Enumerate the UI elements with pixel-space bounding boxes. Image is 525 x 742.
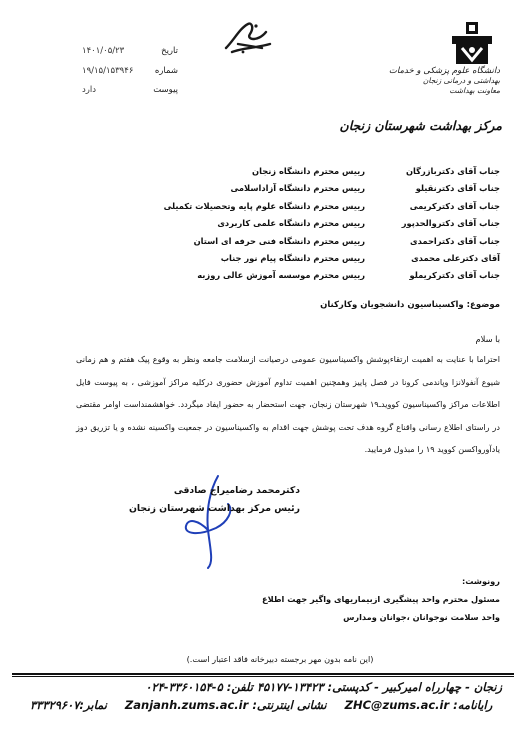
carbon-copy <box>200 572 500 626</box>
number-row <box>82 62 178 82</box>
recipient-name: جناب آقای دکترکریمی <box>409 200 500 211</box>
recipient-name: جناب آقای دکترکریملو <box>409 270 500 281</box>
university-logo-icon <box>450 20 494 68</box>
center-name: مرکز بهداشت شهرستان زنجان <box>339 118 502 133</box>
university-title <box>355 66 500 96</box>
cc-item: مسئول محترم واحد پیشگیری ازبیماریهای واگیر جهت اطلاع <box>262 594 500 604</box>
stamp-validity-note: (این نامه بدون مهر برجسته دبیرخانه فاقد اعتبار است.) <box>186 654 374 664</box>
recipient-title: رییس محترم دانشگاه پیام نور جناب <box>220 253 365 264</box>
footer-website <box>125 698 327 712</box>
signatory-title: رئیس مرکز بهداشت شهرستان زنجان <box>128 503 300 514</box>
footer-divider-thin <box>12 676 514 677</box>
recipient-title: رییس محترم دانشگاه علمی کاربردی <box>217 218 365 229</box>
date-value: ۱۴۰۱/۰۵/۲۳ <box>82 46 125 56</box>
letter-greeting: با سلام <box>475 334 500 344</box>
footer-fax <box>30 698 107 712</box>
website-label: نشانی اینترنتی: <box>252 698 327 712</box>
letter-subject: موضوع: واکسیناسیون دانشجویان وکارکنان <box>320 300 500 310</box>
footer-address: زنجان - چهارراه امیرکبیر - کدپستی: ۱۳۴۲۳-۴۵۱۷۷ تلفن: ۵-۳۳۶۰۱۵۴-۰۲۴ <box>145 680 502 694</box>
fax-label: نمابر: <box>79 698 107 712</box>
recipient-title: رییس محترم دانشگاه علوم پایه وتحصیلات تکمیلی <box>163 200 365 211</box>
signature-block <box>120 482 300 518</box>
footer-divider <box>12 673 514 675</box>
university-name: دانشگاه علوم پزشکی و خدمات <box>388 66 500 76</box>
recipient-name: جناب آقای دکتربازرگان <box>405 166 500 176</box>
university-department: معاونت بهداشت <box>449 86 500 95</box>
recipient-name: جناب آقای دکتراحمدی <box>409 235 500 246</box>
university-subtitle: بهداشتی و درمانی زنجان <box>422 76 500 85</box>
attachment-value: دارد <box>82 85 97 95</box>
recipient-title: رییس محترم دانشگاه آزاداسلامی <box>230 183 365 194</box>
recipient-name: آقای دکترعلی محمدی <box>411 253 500 264</box>
number-value: ۱۹/۱۵/۱۵۳۹۴۶ <box>82 65 134 76</box>
date-row <box>82 42 178 62</box>
recipient-title: رییس محترم دانشگاه فنی حرفه ای استان <box>193 235 365 246</box>
cc-label: رونوشت: <box>461 576 500 586</box>
date-label: تاریخ <box>161 46 178 56</box>
letter-body: احتراما با عنایت به اهمیت ارتقاءپوشش واکسیناسیون عمومی درصیانت ازسلامت جامعه ونظر به وقوع پیک هفتم و هم زمانی شیوع آنفولانزا وپاندمی کرونا در فصل پاییز وهمچنین اهمیت تداوم آموزش حضوری درکلیه مراکز آموزشی ، به پیوست فایل اطلاعات مراکز واکسیناسیون کوویدـ۱۹ شهرستان زنجان، جهت استحضار به حضور ایفاد میگردد. خواهشمنداست اوامر مقتضی در راستای اطلاع رسانی واقناع گروه هدف تحت پوشش جهت اقدام به واکسیناسیون در جمعیت واکسینه نشده و یا تزریق دوز یادآورواکسن کووید ۱۹ را مبذول فرمایید. <box>76 354 500 454</box>
besmeleh-calligraphy <box>218 18 278 56</box>
cc-item: واحد سلامت نوجوانان ،جوانان ومدارس <box>343 612 500 622</box>
attachment-label: پیوست <box>153 85 178 95</box>
number-label: شماره <box>154 65 178 76</box>
fax-value: ۳۳۳۲۹۶۰۷ <box>30 698 80 712</box>
signatory-name: دکترمحمد رضامیراج صادقی <box>173 485 300 496</box>
letter-metadata <box>82 42 178 101</box>
website-link[interactable]: Zanjanh.zums.ac.ir <box>124 698 249 712</box>
recipient-title: رییس محترم دانشگاه زنجان <box>252 166 365 176</box>
footer-email <box>345 698 493 712</box>
attachment-row <box>82 81 178 101</box>
recipient-names <box>380 163 500 285</box>
email-link[interactable]: ZHC@zums.ac.ir <box>344 698 450 712</box>
recipient-titles <box>120 163 365 285</box>
email-label: رایانامه: <box>453 698 493 712</box>
recipient-title: رییس محترم موسسه آموزش عالی روزبه <box>197 270 365 281</box>
recipient-name: جناب آقای دکتروالحدپور <box>401 218 500 229</box>
footer-contacts <box>30 698 502 712</box>
recipient-name: جناب آقای دکترنقیلو <box>415 183 500 194</box>
